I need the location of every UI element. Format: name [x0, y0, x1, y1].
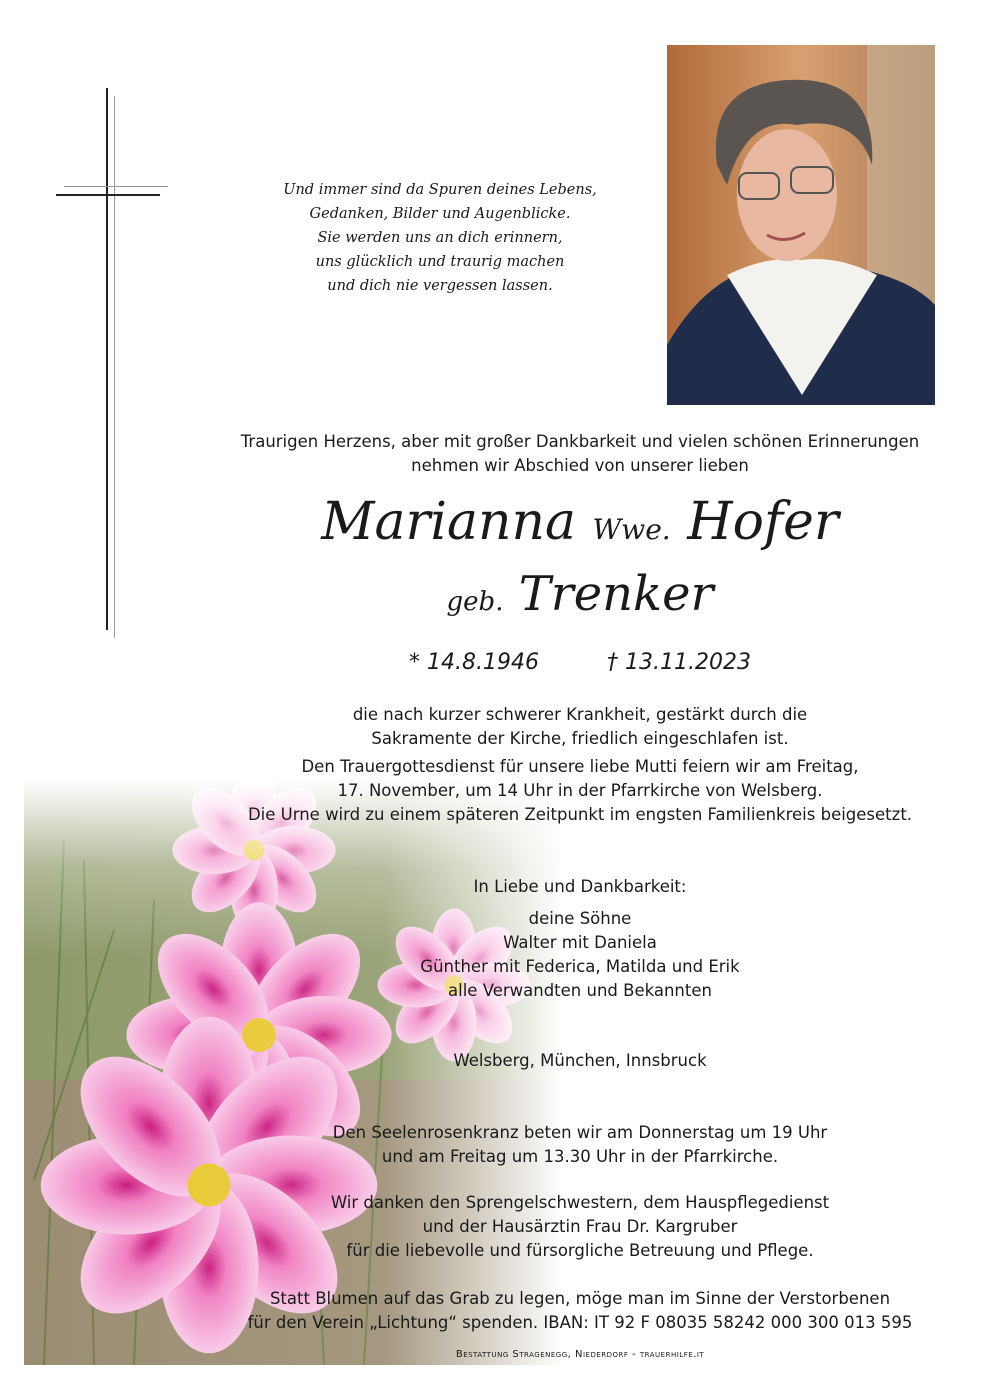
maiden-name	[200, 564, 960, 632]
text-line: Den Seelenrosenkranz beten wir am Donnerstag um 19 Uhr	[332, 1123, 828, 1142]
funeral-home-footer: Bestattung Stragenegg, Niederdorf - trauerhilfe.it	[455, 1349, 705, 1360]
last-name: Hofer	[687, 492, 839, 552]
poem-line: Gedanken, Bilder und Augenblicke.	[309, 206, 571, 222]
deceased-name	[200, 490, 960, 562]
geb-label: geb.	[446, 587, 504, 617]
text-line: Statt Blumen auf das Grab zu legen, möge man im Sinne der Verstorbenen	[269, 1289, 891, 1308]
death-date: † 13.11.2023	[607, 650, 751, 675]
mourner-line: deine Söhne	[528, 909, 632, 928]
portrait-photo	[667, 45, 935, 405]
intro-text	[200, 430, 960, 478]
first-name: Marianna	[321, 492, 576, 552]
text-line: für die liebevolle und fürsorgliche Betreuung und Pflege.	[346, 1241, 814, 1260]
intro-line: nehmen wir Abschied von unserer lieben	[411, 456, 749, 475]
text-line: Sakramente der Kirche, friedlich eingeschlafen ist.	[371, 729, 789, 748]
poem-line: Sie werden uns an dich erinnern,	[317, 230, 563, 246]
mourners-heading: In Liebe und Dankbarkeit:	[473, 877, 687, 896]
text-line: 17. November, um 14 Uhr in der Pfarrkirche von Welsberg.	[337, 781, 823, 800]
intro-line: Traurigen Herzens, aber mit großer Dankbarkeit und vielen schönen Erinnerungen	[240, 432, 920, 451]
text-line: Wir danken den Sprengelschwestern, dem Hauspflegedienst	[330, 1193, 830, 1212]
widow-abbrev: Wwe.	[592, 513, 671, 546]
poem-line: Und immer sind da Spuren deines Lebens,	[283, 182, 597, 198]
text-line: Den Trauergottesdienst für unsere liebe Mutti feiern wir am Freitag,	[301, 757, 859, 776]
cross-symbol	[56, 88, 168, 638]
mourner-line: alle Verwandten und Bekannten	[448, 981, 712, 1000]
poem	[270, 178, 610, 298]
birth-date: * 14.8.1946	[409, 650, 539, 675]
text-line: die nach kurzer schwerer Krankheit, gestärkt durch die	[352, 705, 808, 724]
poem-line: und dich nie vergessen lassen.	[327, 278, 553, 294]
maiden-surname: Trenker	[518, 566, 714, 622]
rosary-text	[200, 1121, 960, 1169]
thanks-text	[200, 1191, 960, 1263]
text-line: und am Freitag um 13.30 Uhr in der Pfarrkirche.	[381, 1147, 779, 1166]
text-line: Die Urne wird zu einem späteren Zeitpunkt im engsten Familienkreis beigesetzt.	[247, 805, 913, 824]
donation-text	[200, 1287, 960, 1335]
places: Welsberg, München, Innsbruck	[453, 1051, 707, 1070]
mourner-line: Günther mit Federica, Matilda und Erik	[420, 957, 740, 976]
life-dates	[200, 650, 960, 675]
mourner-line: Walter mit Daniela	[503, 933, 657, 952]
passing-text	[200, 703, 960, 827]
text-line: für den Verein „Lichtung“ spenden. IBAN: IT 92 F 08035 58242 000 300 013 595	[247, 1313, 913, 1332]
mourners	[200, 875, 960, 1003]
poem-line: uns glücklich und traurig machen	[315, 254, 565, 270]
text-line: und der Hausärztin Frau Dr. Kargruber	[422, 1217, 738, 1236]
